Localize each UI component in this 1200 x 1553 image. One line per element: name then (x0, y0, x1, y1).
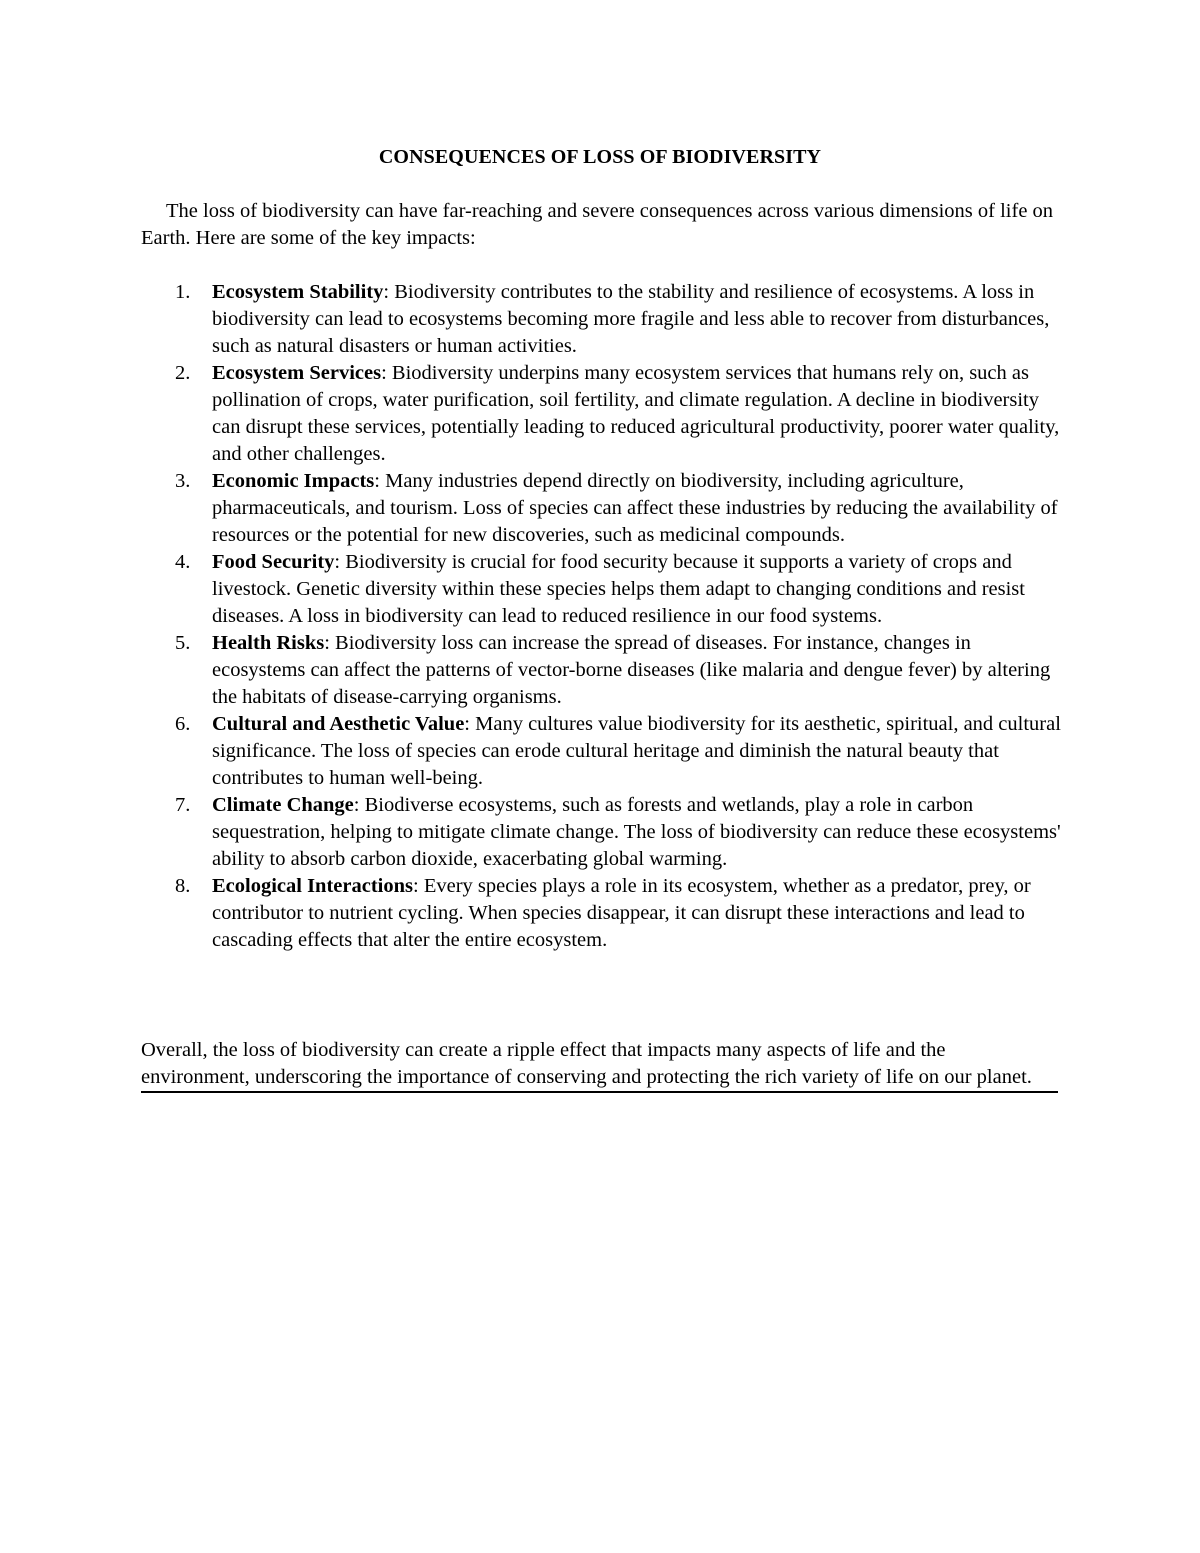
list-item-number: 6. (175, 713, 191, 735)
list-item (141, 873, 1066, 954)
list-item-text: : Biodiversity underpins many ecosystem services that humans rely on, such as pollination of crops, water purification, soil fertility, and climate regulation. A decline in biodiversity can disrupt these services, potentially leading to reduced agricultural productivity, poorer water quality, and other challenges. (212, 362, 1060, 465)
list-item-number: 3. (175, 470, 191, 492)
list-item-term: Economic Impacts (212, 470, 375, 492)
list-item (141, 468, 1066, 549)
list-item-text: : Biodiversity is crucial for food security because it supports a variety of crops and livestock. Genetic diversity within these species helps them adapt to changing conditions and resist diseases. A loss in biodiversity can lead to reduced resilience in our food systems. (212, 551, 1025, 627)
list-item-number: 4. (175, 551, 191, 573)
list-item-text: : Every species plays a role in its ecosystem, whether as a predator, prey, or contributor to nutrient cycling. When species disappear, it can disrupt these interactions and lead to cascading effects that alter the entire ecosystem. (212, 875, 1031, 951)
list-item (141, 279, 1066, 360)
conclusion-paragraph: Overall, the loss of biodiversity can create a ripple effect that impacts many aspects of life and the environment, underscoring the importance of conserving and protecting the rich variety of life on our planet. (141, 1037, 1058, 1093)
list-item-number: 2. (175, 362, 191, 384)
list-item-term: Food Security (212, 551, 335, 573)
list-item-text: : Biodiversity contributes to the stability and resilience of ecosystems. A loss in biodiversity can lead to ecosystems becoming more fragile and less able to recover from disturbances, such as natural disasters or human activities. (212, 281, 1050, 357)
list-item-number: 8. (175, 875, 191, 897)
list-item-term: Cultural and Aesthetic Value (212, 713, 465, 735)
list-item-term: Ecosystem Stability (212, 281, 384, 303)
document-title: CONSEQUENCES OF LOSS OF BIODIVERSITY (378, 146, 822, 168)
list-item-term: Ecological Interactions (212, 875, 413, 897)
list-item-term: Ecosystem Services (212, 362, 382, 384)
intro-paragraph: The loss of biodiversity can have far-reaching and severe consequences across various dimensions of life on Earth. Here are some of the key impacts: (141, 200, 1054, 249)
list-item-text: : Biodiversity loss can increase the spread of diseases. For instance, changes in ecosystems can affect the patterns of vector-borne diseases (like malaria and dengue fever) by altering the habitats of disease-carrying organisms. (212, 632, 1051, 708)
list-item (141, 630, 1066, 711)
list-item (141, 360, 1066, 468)
list-item-text: : Many industries depend directly on biodiversity, including agriculture, pharmaceuticals, and tourism. Loss of species can affect these industries by reducing the availability of resources or the potential for new discoveries, such as medicinal compounds. (212, 470, 1058, 546)
list-item-number: 1. (175, 281, 191, 303)
list-item-number: 7. (175, 794, 191, 816)
list-item-text: : Biodiverse ecosystems, such as forests and wetlands, play a role in carbon sequestration, helping to mitigate climate change. The loss of biodiversity can reduce these ecosystems' ability to absorb carbon dioxide, exacerbating global warming. (212, 794, 1061, 870)
list-item (141, 792, 1066, 873)
list-item-number: 5. (175, 632, 191, 654)
impacts-list (141, 279, 1066, 954)
list-item-text: : Many cultures value biodiversity for its aesthetic, spiritual, and cultural significance. The loss of species can erode cultural heritage and diminish the natural beauty that contributes to human well-being. (212, 713, 1061, 789)
list-item-term: Health Risks (212, 632, 325, 654)
list-item (141, 549, 1066, 630)
list-item-term: Climate Change (212, 794, 354, 816)
list-item (141, 711, 1066, 792)
